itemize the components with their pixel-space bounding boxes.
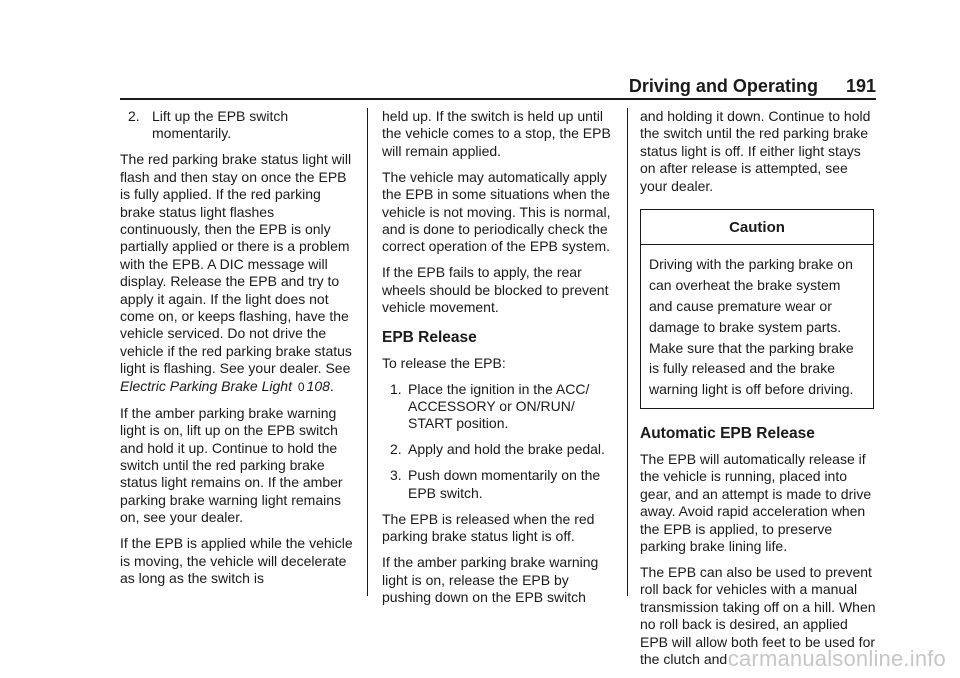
paragraph	[120, 151, 356, 396]
caution-box	[640, 209, 874, 409]
paragraph: The EPB is released when the red parking brake status light is off.	[382, 510, 595, 545]
watermark: carmanualsonline.info	[727, 646, 946, 671]
paragraph: If the EPB is applied while the vehicle is moving, the vehicle will decelerate as long as the switch is	[120, 535, 353, 586]
step-item	[120, 108, 356, 143]
step-number: 3.	[390, 467, 402, 484]
paragraph: held up. If the switch is held up until the vehicle comes to a stop, the EPB will remain applied.	[382, 108, 611, 159]
paragraph: The vehicle may automatically apply the EPB in some situations when the vehicle is not moving. This is normal, and is done to periodically check the correct operation of the EPB system.	[382, 168, 611, 255]
section-title: Driving and Operating	[628, 76, 818, 96]
column-divider-1	[367, 108, 368, 596]
paragraph: and holding it down. Continue to hold the switch until the red parking brake status light is off. If either light stays on after release is attempted, see your dealer.	[640, 108, 871, 194]
paragraph: If the EPB fails to apply, the rear wheels should be blocked to prevent vehicle movement.	[382, 264, 609, 316]
step-number: 1.	[390, 380, 402, 397]
caution-body: Driving with the parking brake on can overheat the brake system and cause premature wear or damage to brake system parts. Make sure that the parking brake is fully released and the brake warning light is off before driving.	[649, 256, 854, 398]
step-item	[382, 381, 618, 433]
section-heading: EPB Release	[382, 328, 477, 346]
page-number: 191	[845, 76, 876, 96]
step-text: Lift up the EPB switch momentarily.	[152, 108, 289, 142]
paragraph: If the amber parking brake warning light is on, release the EPB by pushing down on the EPB switch	[382, 554, 599, 606]
paragraph: The EPB will automatically release if the vehicle is running, placed into gear, and an attempt is made to drive away. Avoid rapid acceleration when the EPB is applied, to preserve parking brake lining life.	[640, 451, 872, 555]
section-heading: Automatic EPB Release	[640, 425, 815, 443]
step-item	[382, 467, 618, 502]
header-rule	[120, 98, 876, 100]
reference-page[interactable]: 108	[306, 377, 330, 394]
running-header	[120, 70, 876, 97]
step-text: Place the ignition in the ACC/ ACCESSORY or ON/RUN/ START position.	[408, 380, 590, 432]
column-divider-2	[627, 108, 628, 596]
column-3	[640, 108, 876, 677]
cross-reference-link[interactable]: Electric Parking Brake Light	[120, 377, 292, 394]
paragraph-end: .	[329, 377, 334, 394]
paragraph: To release the EPB:	[382, 354, 506, 371]
column-1	[120, 108, 356, 596]
column-2	[382, 108, 618, 615]
paragraph: The EPB can also be used to prevent roll back for vehicles with a manual transmission taking off on a hill. When no roll back is desired, an applied EPB will allow both feet to be used for the clutch and	[640, 564, 876, 668]
step-text: Apply and hold the brake pedal.	[408, 441, 605, 458]
reference-arrow-icon: 0	[297, 379, 305, 394]
caution-title: Caution	[641, 210, 873, 245]
paragraph-text: The red parking brake status light will flash and then stay on once the EPB is fully applied. If the red parking brake status light flashes continuously, then the EPB is only partially applied or there is a problem with the EPB. A DIC message will display. Release the EPB and try to apply it again. If the light does not come on, or keeps flashing, have the vehicle serviced. Do not drive the vehicle if the red parking brake status light is flashing. See your dealer. See	[120, 151, 352, 377]
step-number: 2.	[390, 441, 402, 458]
step-item	[382, 441, 618, 458]
paragraph: If the amber parking brake warning light is on, lift up on the EPB switch and hold it up. Continue to hold the switch until the red parking brake status light remains on. If the amber parking brake warning light remains on, see your dealer.	[120, 404, 343, 526]
step-text: Push down momentarily on the EPB switch.	[408, 467, 601, 501]
step-number: 2.	[128, 108, 140, 124]
